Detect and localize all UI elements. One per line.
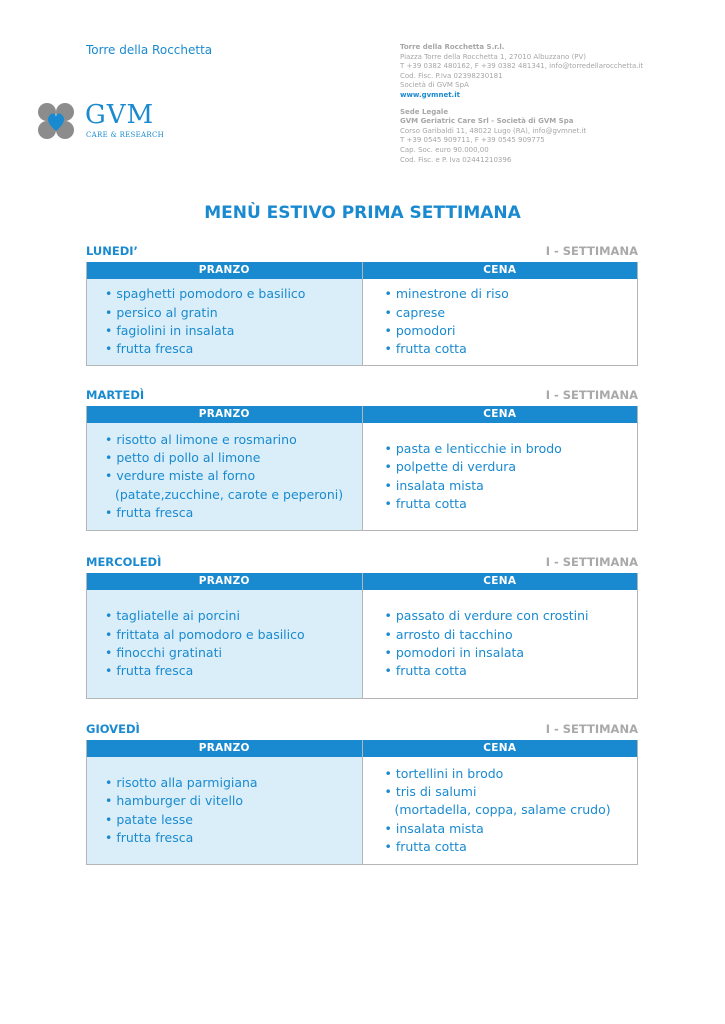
lunch-item: • frutta fresca — [105, 341, 194, 357]
lunch-item: • persico al gratin — [105, 304, 218, 320]
dinner-item: • caprese — [384, 304, 446, 320]
dinner-column — [362, 740, 638, 864]
dinner-item: • pomodori in insalata — [384, 645, 525, 660]
dinner-item: • polpette di verdura — [384, 459, 517, 475]
week-label: I - SETTIMANA — [545, 555, 638, 569]
menu-table — [86, 262, 638, 366]
legal-address: Corso Garibaldi 11, 48022 Lugo (RA), info@gvmnet.it — [400, 126, 587, 135]
menu-table — [86, 573, 638, 699]
dinner-item: • frutta cotta — [384, 838, 467, 854]
company-fiscal: Cod. Fisc. P.Iva 02398230181 — [400, 71, 503, 80]
legal-capital: Cap. Soc. euro 90.000,00 — [400, 145, 489, 154]
dinner-item: • passato di verdure con crostini — [384, 608, 589, 624]
dinner-item: • frutta cotta — [384, 663, 467, 679]
dinner-item: • insalata mista — [384, 477, 484, 493]
legal-name: GVM Geriatric Care Srl - Società di GVM Spa — [400, 117, 574, 126]
dinner-item: • minestrone di riso — [384, 286, 509, 302]
dinner-item: • tortellini in brodo — [384, 765, 504, 781]
site-name: Torre della Rocchetta — [86, 43, 213, 57]
legal-phone: T +39 0545 909711, F +39 0545 909775 — [400, 136, 545, 145]
company-address: Piazza Torre della Rocchetta 1, 27010 Albuzzano (PV) — [400, 52, 587, 61]
lunch-header: PRANZO — [87, 406, 362, 423]
lunch-item: • fagiolini in insalata — [105, 323, 235, 338]
lunch-item: • verdure miste al forno — [105, 468, 256, 484]
dinner-header: CENA — [363, 262, 638, 279]
legal-fiscal: Cod. Fisc. e P. Iva 02441210396 — [400, 155, 512, 164]
legal-heading: Sede Legale — [400, 107, 449, 116]
dinner-column — [362, 262, 638, 365]
week-label: I - SETTIMANA — [545, 244, 638, 258]
lunch-header: PRANZO — [87, 573, 362, 590]
menu-table — [86, 406, 638, 531]
day-name: GIOVEDÌ — [86, 722, 140, 736]
lunch-column — [87, 573, 362, 698]
lunch-column — [87, 406, 362, 530]
day-name: MERCOLEDÌ — [86, 555, 162, 569]
menu-table — [86, 740, 638, 865]
lunch-item: • frutta fresca — [105, 829, 194, 845]
dinner-item: • insalata mista — [384, 820, 484, 836]
company-group: Società di GVM SpA — [400, 81, 469, 90]
day-name: MARTEDÌ — [86, 388, 145, 402]
lunch-item: • risotto al limone e rosmarino — [105, 431, 297, 447]
lunch-item-note: (patate,zucchine, carote e peperoni) — [115, 486, 344, 502]
dinner-column — [362, 573, 638, 698]
lunch-header: PRANZO — [87, 740, 362, 757]
day-name: LUNEDI’ — [86, 244, 138, 258]
company-info — [400, 43, 700, 165]
dinner-item: • frutta cotta — [384, 495, 467, 511]
company-contacts: T +39 0382 480162, F +39 0382 481341, info@torredellarocchetta.it — [400, 62, 644, 71]
dinner-header: CENA — [363, 406, 638, 423]
dinner-header: CENA — [363, 740, 638, 757]
lunch-column — [87, 740, 362, 864]
logo-text: GVM — [85, 100, 155, 130]
lunch-item: • risotto alla parmigiana — [105, 774, 258, 790]
lunch-item: • hamburger di vitello — [105, 793, 244, 809]
dinner-item: • pomodori — [384, 323, 456, 338]
lunch-item: • frittata al pomodoro e basilico — [105, 626, 305, 642]
logo-subtitle: CARE & RESEARCH — [86, 131, 165, 139]
company-website[interactable]: www.gvmnet.it — [400, 90, 460, 99]
company-name: Torre della Rocchetta S.r.l. — [400, 43, 505, 51]
day-section-thursday — [86, 722, 638, 865]
lunch-item: • petto di pollo al limone — [105, 450, 261, 466]
week-label: I - SETTIMANA — [545, 722, 638, 736]
dinner-item: • tris di salumi — [384, 784, 477, 800]
clover-heart-icon — [33, 98, 79, 144]
lunch-item: • patate lesse — [105, 811, 193, 827]
gvm-logo — [33, 98, 173, 148]
dinner-item: • frutta cotta — [384, 341, 467, 357]
dinner-item: • pasta e lenticchie in brodo — [384, 440, 562, 456]
dinner-item-note: (mortadella, coppa, salame crudo) — [394, 802, 611, 818]
lunch-item: • spaghetti pomodoro e basilico — [105, 286, 306, 302]
lunch-header: PRANZO — [87, 262, 362, 279]
lunch-item: • frutta fresca — [105, 663, 194, 679]
day-section-wednesday — [86, 555, 638, 699]
dinner-item: • arrosto di tacchino — [384, 626, 513, 642]
lunch-item: • finocchi gratinati — [105, 645, 222, 660]
lunch-column — [87, 262, 362, 365]
menu-title: MENÙ ESTIVO PRIMA SETTIMANA — [204, 203, 521, 223]
lunch-item: • tagliatelle ai porcini — [105, 608, 240, 624]
day-section-monday — [86, 244, 638, 366]
day-section-tuesday — [86, 388, 638, 531]
lunch-item: • frutta fresca — [105, 504, 194, 520]
dinner-column — [362, 406, 638, 530]
week-label: I - SETTIMANA — [545, 388, 638, 402]
dinner-header: CENA — [363, 573, 638, 590]
